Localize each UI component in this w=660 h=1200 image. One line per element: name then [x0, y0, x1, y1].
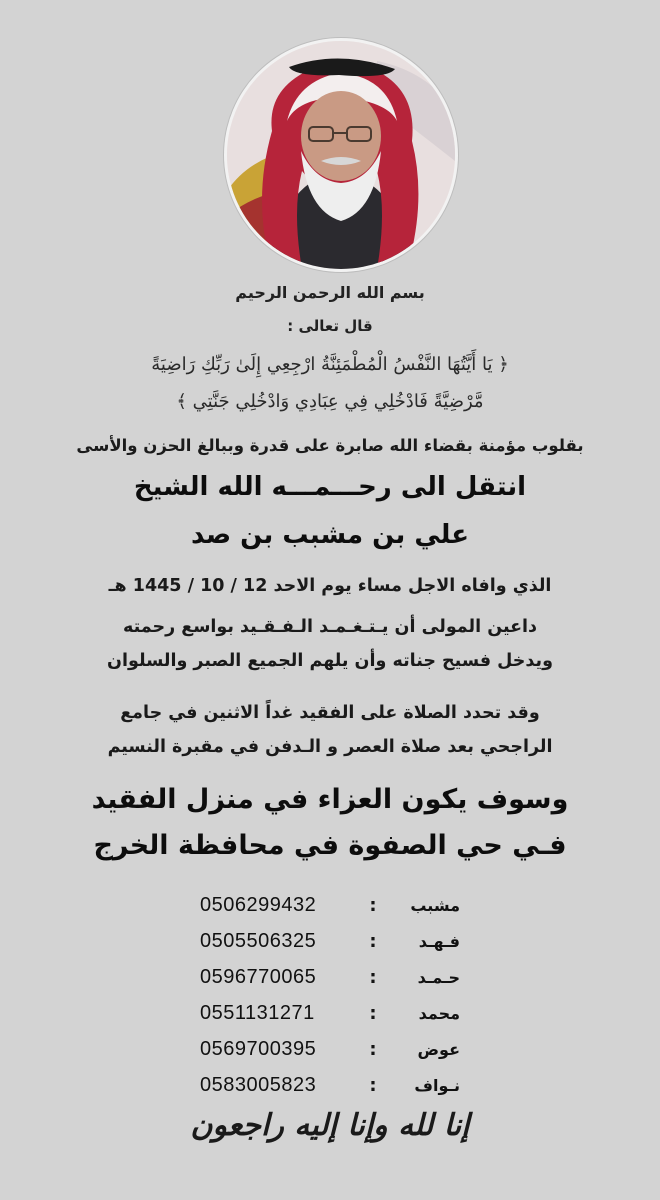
- quran-intro: قال تعالى :: [287, 317, 373, 335]
- portrait-illustration: [227, 41, 455, 269]
- deceased-name: علي بن مشبب بن صد: [190, 520, 470, 550]
- contact-separator: :: [369, 966, 377, 988]
- contact-name: مشبب: [410, 895, 460, 915]
- contact-separator: :: [369, 1038, 377, 1060]
- quran-verse-line-2: مَّرْضِيَّةً فَادْخُلِي فِي عِبَادِي وَادْخُلِي جَنَّتِي ﴾: [176, 391, 484, 412]
- contact-phone[interactable]: 0569700395: [200, 1037, 317, 1060]
- funeral-line-1: وقد تحدد الصلاة على الفقيد غداً الاثنين في جامع: [120, 703, 540, 723]
- closing-calligraphy: إنا لله وإنا إليه راجعون: [190, 1108, 470, 1143]
- contact-separator: :: [369, 894, 377, 916]
- contact-separator: :: [369, 1074, 377, 1096]
- contact-list: [200, 887, 460, 1103]
- contact-name: عوض: [417, 1039, 460, 1059]
- prayer-line-2: ويدخل فسيح جناته وأن يلهم الجميع الصبر والسلوان: [107, 651, 553, 671]
- intro-text: بقلوب مؤمنة بقضاء الله صابرة على قدرة وببالغ الحزن والأسى: [76, 436, 584, 455]
- contact-row: [200, 995, 460, 1031]
- announcement-headline: انتقل الى رحـــمـــه الله الشيخ: [133, 472, 527, 502]
- contact-phone[interactable]: 0506299432: [200, 893, 317, 916]
- contact-row: [200, 1031, 460, 1067]
- contact-name: فـهـد: [418, 931, 460, 951]
- contact-phone[interactable]: 0596770065: [200, 965, 317, 988]
- contact-phone[interactable]: 0583005823: [200, 1073, 317, 1096]
- contact-row: [200, 923, 460, 959]
- contact-row: [200, 959, 460, 995]
- contact-phone[interactable]: 0551131271: [200, 1001, 315, 1024]
- contact-row: [200, 1067, 460, 1103]
- contact-name: محمد: [418, 1003, 460, 1023]
- contact-separator: :: [369, 930, 377, 952]
- contact-name: حـمـد: [417, 967, 460, 987]
- condolence-line-2: فـي حي الصفوة في محافظة الخرج: [93, 830, 567, 861]
- death-date-line: الذي وافاه الاجل مساء يوم الاحد 12 / 10 / 1445 هـ: [108, 576, 552, 596]
- contact-separator: :: [369, 1002, 377, 1024]
- prayer-line-1: داعين المولى أن يـتـغـمـد الـفـقـيد بواسع رحمته: [122, 617, 538, 637]
- contact-row: [200, 887, 460, 923]
- contact-name: نـواف: [414, 1075, 460, 1095]
- portrait-photo: [227, 41, 455, 269]
- funeral-line-2: الراجحي بعد صلاة العصر و الـدفن في مقبرة النسيم: [107, 737, 553, 757]
- quran-verse-line-1: ﴿ يَا أَيَّتُهَا النَّفْسُ الْمُطْمَئِنَّةُ ارْجِعِي إِلَىٰ رَبِّكِ رَاضِيَةً: [151, 354, 509, 375]
- contact-phone[interactable]: 0505506325: [200, 929, 317, 952]
- basmala: بسم الله الرحمن الرحيم: [235, 283, 425, 302]
- condolence-line-1: وسوف يكون العزاء في منزل الفقيد: [91, 784, 569, 815]
